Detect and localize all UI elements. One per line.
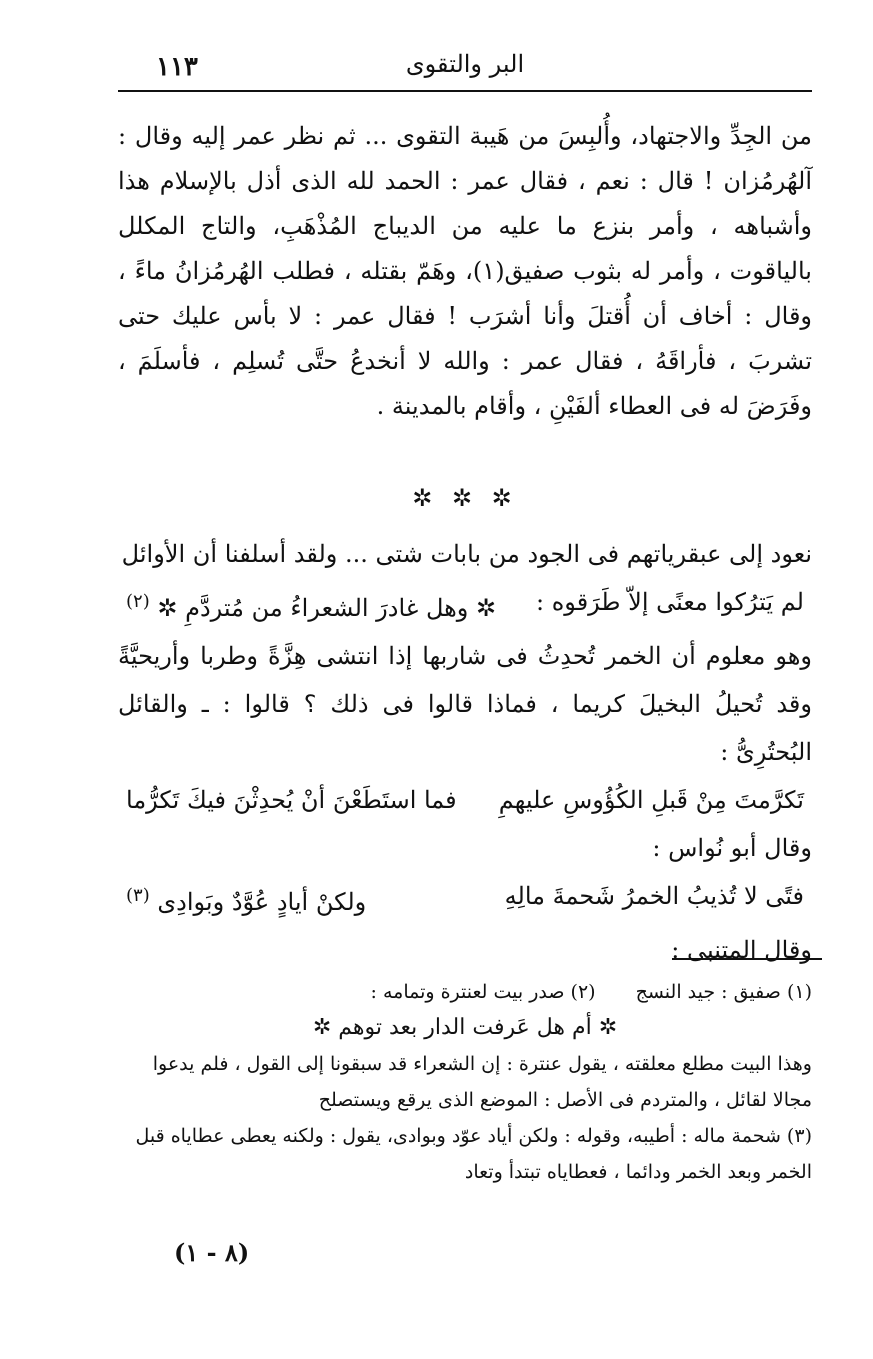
paragraph: وقال أبو نُواس : xyxy=(652,834,812,862)
verse-hemistich: فتًى لا تُذيبُ الخمرُ شَحمةَ مالِهِ xyxy=(504,882,804,910)
verse-line xyxy=(118,578,812,632)
footnote-marker: (٢) xyxy=(126,591,150,612)
verse-hemistich: تَكرَّمتَ مِنْ قَبلِ الكُؤُوسِ عليهمِ xyxy=(498,786,804,814)
verse-hemistich: فما استَطَعْنَ أنْ يُحدِثْنَ فيكَ تَكرُّما xyxy=(126,786,457,814)
verse-line xyxy=(118,776,812,824)
footnote: (٣) شحمة ماله : أطيبه، وقوله : ولكن أياد عوّد وبوادى، يقول : ولكنه يعطى عطاياه قبل الخمر وبعد الخمر ودائما ، فعطاياه تبتدأ وتعاد xyxy=(135,1125,812,1183)
verse-hemistich: لم يَترُكوا معنًى إلاّ طَرَقوه : xyxy=(536,588,804,616)
footnote-row xyxy=(118,974,812,1010)
signature-mark: (٨ - ١) xyxy=(174,1238,250,1267)
footnote-verse: ✲ أم هل عَرفت الدار بعد توهم ✲ xyxy=(312,1015,618,1040)
running-title: البر والتقوى xyxy=(405,50,525,78)
paragraph: وهو معلوم أن الخمر تُحدِثُ فى شاربها إذا انتشى هِزَّةً وطربا وأريحيَّةً وقد تُحيلُ البخيلَ كريما ، فماذا قالوا فى ذلك ؟ قالوا : ـ والقائل البُحتُرِىُّ : xyxy=(118,642,812,766)
footnote-marker: (٣) xyxy=(126,885,150,906)
footnote: (١) صفيق : جيد النسج xyxy=(635,981,812,1003)
footnotes xyxy=(118,974,812,1190)
page-header xyxy=(118,44,812,92)
paragraph: وقال المتنبى : xyxy=(671,936,812,964)
footnote: وهذا البيت مطلع معلقته ، يقول عنترة : إن الشعراء قد سبقونا إلى القول ، فلم يدعوا مجالا لقائل ، والمتردم فى الأصل : الموضع الذى يرقع ويستصلح xyxy=(152,1053,812,1111)
main-text xyxy=(118,114,812,429)
main-text-2 xyxy=(118,530,812,974)
verse-hemistich: ولكنْ أيادٍ عُوَّدٌ وبَوادِى $^{(٣)}$ xyxy=(126,885,367,916)
page-number: ١١٣ xyxy=(156,52,198,82)
verse-line xyxy=(118,872,812,926)
paragraph: نعود إلى عبقرياتهم فى الجود من بابات شتى ... ولقد أسلفنا أن الأوائل xyxy=(121,540,812,568)
section-separator: ✲ ✲ ✲ xyxy=(412,484,518,512)
verse-hemistich: ✲ وهل غادرَ الشعراءُ من مُتردَّمِ ✲ $^{(٢)}$ xyxy=(126,591,497,622)
footnote: (٢) صدر بيت لعنترة وتمامه : xyxy=(370,981,596,1003)
paragraph: من الجِدِّ والاجتهاد، وأُلبِسَ من هَيبة التقوى ... ثم نظر عمر إليه وقال : آلهُرمُزان ! قال : نعم ، فقال عمر : الحمد لله الذى أذل بالإسلام هذا وأشباهه ، وأمر بنزع ما عليه من الديباج المُذْهَبِ، والتاج المكلل بالياقوت ، وأمر له بثوب صفيق(١)، وهَمّ بقتله ، فطلب الهُرمُزانُ ماءً ، وقال : أخاف أن أُقتلَ وأنا أشرَب ! فقال عمر : لا بأس عليك حتى تشربَ ، فأراقَهُ ، فقال عمر : والله لا أنخدعُ حتَّى تُسلِم ، فأسلَمَ ، وفَرَضَ له فى العطاء ألفَيْنِ ، وأقام بالمدينة . xyxy=(118,122,813,420)
footnote-divider xyxy=(672,958,822,960)
